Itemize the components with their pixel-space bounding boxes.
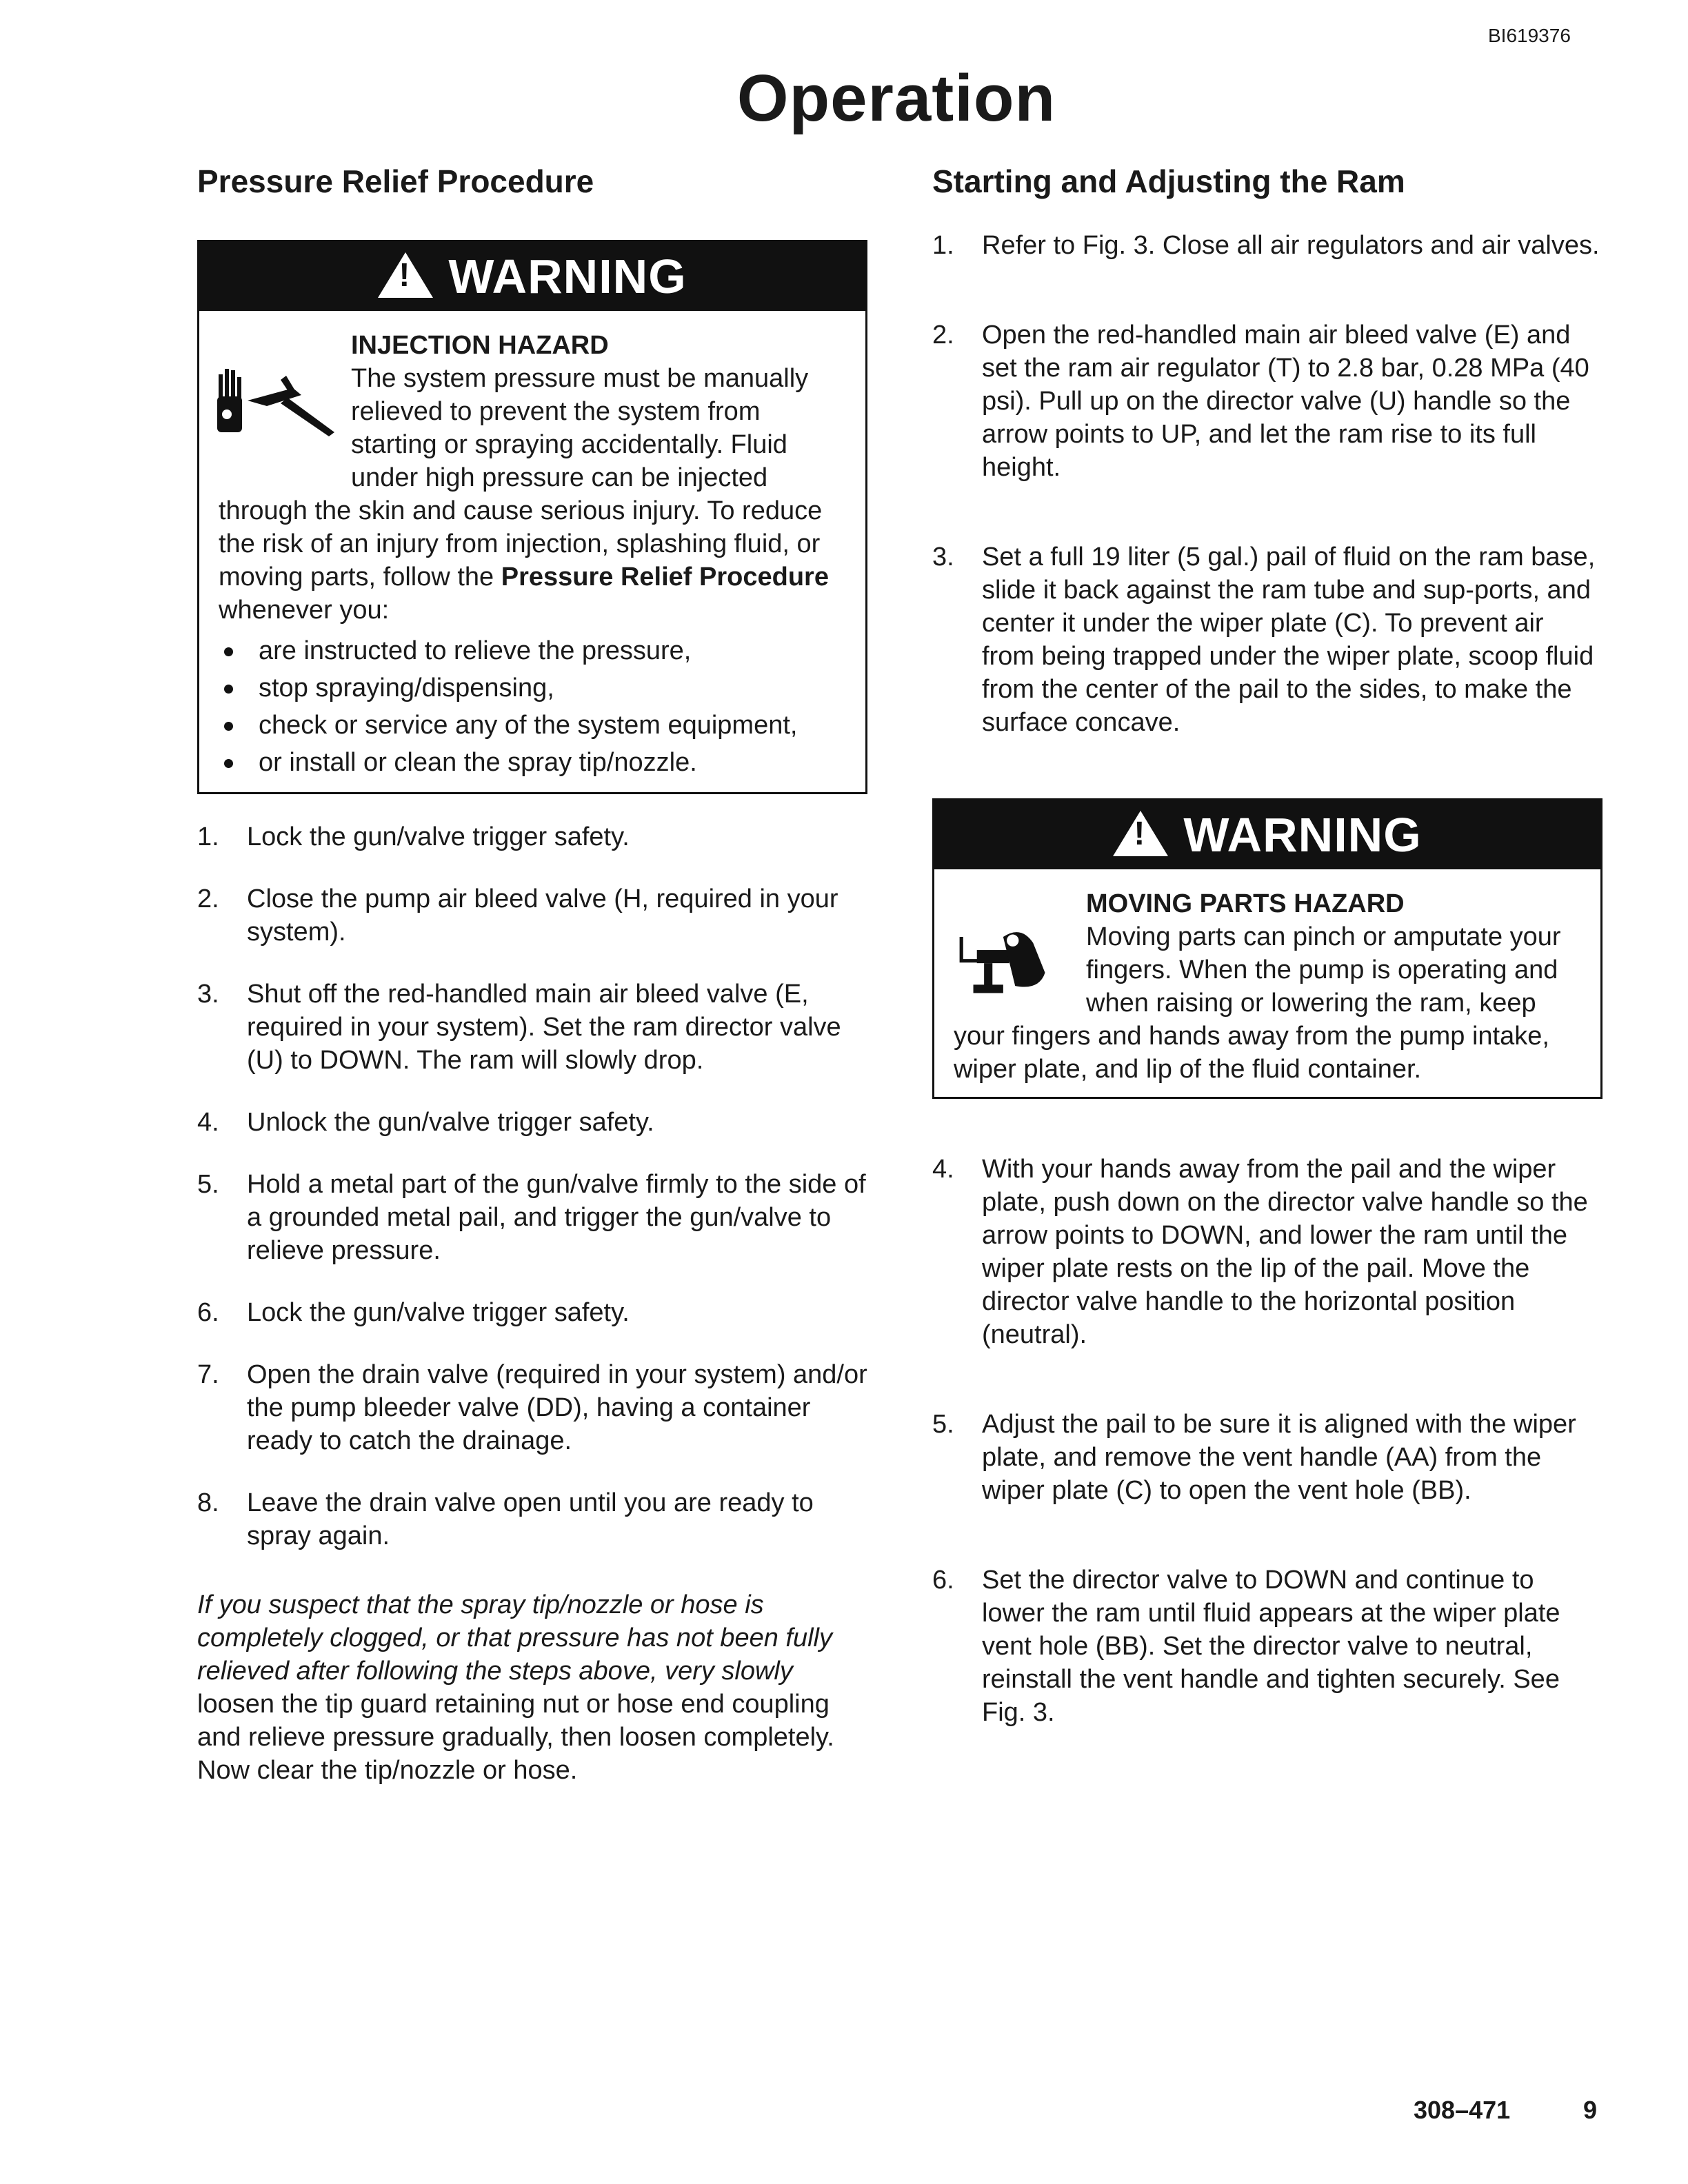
list-item	[197, 820, 867, 853]
hazard-text-b: whenever you:	[219, 596, 390, 625]
step-text: Leave the drain valve open until you are ready to spray again.	[247, 1488, 814, 1550]
step-number: 3.	[932, 543, 954, 572]
list-item	[197, 1296, 867, 1329]
list-item	[932, 318, 1602, 484]
warning-banner	[199, 242, 865, 311]
hazard-text-bold: Pressure Relief Procedure	[501, 563, 829, 592]
moving-parts-hazard-icon	[947, 919, 1076, 1009]
hazard-title: INJECTION HAZARD	[351, 331, 609, 360]
warning-triangle-icon	[1113, 811, 1168, 856]
warning-body	[199, 311, 865, 792]
note-plain: loosen the tip guard retaining nut or hose end coupling and relieve pressure gradually, then loosen completely. Now clear the tip/nozzle or hose.	[197, 1690, 834, 1785]
injection-warning-box	[197, 240, 867, 794]
step-number: 7.	[197, 1360, 219, 1389]
pressure-relief-steps	[197, 820, 867, 1553]
step-number: 4.	[197, 1108, 219, 1137]
page-number: 9	[1583, 2096, 1598, 2124]
warning-triangle-icon	[378, 252, 433, 298]
step-text: Shut off the red-handled main air bleed valve (E, required in your system). Set the ram director valve (U) to DOWN. The ram will slowly drop.	[247, 980, 841, 1075]
step-number: 2.	[932, 321, 954, 350]
section-heading-starting-ram: Starting and Adjusting the Ram	[932, 163, 1405, 199]
step-text: Open the red-handled main air bleed valve (E) and set the ram air regulator (T) to 2.8 bar, 0.28 MPa (40 psi). Pull up on the director valve (U) handle so the arrow points to UP, and let the ram rise to its full height.	[982, 321, 1589, 482]
list-item	[932, 540, 1602, 739]
list-item	[197, 1106, 867, 1139]
left-column	[197, 163, 867, 1813]
step-number: 2.	[197, 884, 219, 913]
list-item	[197, 1486, 867, 1553]
page-title: Operation	[736, 61, 1056, 135]
step-number: 4.	[932, 1155, 954, 1184]
list-item: check or service any of the system equipment,	[219, 707, 846, 744]
step-text: Open the drain valve (required in your system) and/or the pump bleeder valve (DD), having a container ready to catch the drainage.	[247, 1360, 867, 1455]
ram-steps-a	[932, 229, 1602, 739]
list-item	[932, 1408, 1602, 1507]
list-item	[197, 978, 867, 1077]
manual-number: 308–471	[1414, 2096, 1511, 2124]
list-item	[197, 1358, 867, 1457]
step-text: Lock the gun/valve trigger safety.	[247, 822, 630, 851]
list-item	[932, 1153, 1602, 1351]
step-text: Set the director valve to DOWN and continue to lower the ram until fluid appears at the wiper plate vent hole (BB). Set the director valve to neutral, reinstall the vent handle and tighten securely. See Fig. 3.	[982, 1566, 1560, 1727]
hazard-text: Moving parts can pinch or amputate your fingers. When the pump is operating and when raising or lowering the ram, keep your fingers and hands away from the pump intake, wiper plate, and lip of the fluid container.	[954, 922, 1561, 1084]
step-number: 5.	[197, 1170, 219, 1199]
step-text: With your hands away from the pail and the wiper plate, push down on the director valve handle so the arrow points to DOWN, and lower the ram until the wiper plate rests on the lip of the pail. Move the director valve handle to the horizontal position (neutral).	[982, 1155, 1588, 1349]
step-number: 1.	[932, 231, 954, 260]
warning-banner	[934, 800, 1600, 869]
document-id: BI619376	[1488, 25, 1571, 46]
list-item: are instructed to relieve the pressure,	[219, 632, 846, 669]
step-text: Adjust the pail to be sure it is aligned with the wiper plate, and remove the vent handle (AA) from the wiper plate (C) to open the vent hole (BB).	[982, 1410, 1576, 1505]
list-item	[932, 1564, 1602, 1729]
hazard-text-a: The system pressure must be manually relieved to prevent the system from starting or spraying accidentally. Fluid under high pressure can be injected through the skin and cause serious injury. To reduce the risk of an injury from injection, splashing fluid, or moving parts, follow the	[219, 364, 823, 592]
note-italic: If you suspect that the spray tip/nozzle or hose is completely clogged, or that pressure has not been fully relieved after following the steps above, very slowly	[197, 1590, 832, 1686]
step-number: 1.	[197, 822, 219, 851]
step-number: 5.	[932, 1410, 954, 1439]
step-text: Close the pump air bleed valve (H, required in your system).	[247, 884, 838, 947]
step-text: Set a full 19 liter (5 gal.) pail of fluid on the ram base, slide it back against the ram tube and sup-ports, and center it under the wiper plate (C). To prevent air from being trapped under the wiper plate, scoop fluid from the center of the pail to the sides, to make the surface concave.	[982, 543, 1596, 737]
step-number: 6.	[197, 1298, 219, 1327]
warning-banner-label: WARNING	[1183, 808, 1422, 862]
hazard-bullet-list	[219, 632, 846, 781]
warning-body	[934, 869, 1600, 1097]
step-text: Refer to Fig. 3. Close all air regulators and air valves.	[982, 231, 1600, 260]
hazard-title: MOVING PARTS HAZARD	[1086, 889, 1405, 918]
step-text: Lock the gun/valve trigger safety.	[247, 1298, 630, 1327]
right-column	[932, 163, 1602, 1729]
ram-steps-b	[932, 1153, 1602, 1729]
moving-parts-warning-box	[932, 798, 1602, 1099]
list-item	[197, 1168, 867, 1267]
list-item	[932, 229, 1602, 262]
warning-banner-label: WARNING	[448, 250, 687, 303]
step-number: 6.	[932, 1566, 954, 1595]
step-number: 8.	[197, 1488, 219, 1517]
step-number: 3.	[197, 980, 219, 1009]
list-item: or install or clean the spray tip/nozzle.	[219, 744, 846, 781]
injection-hazard-icon	[212, 361, 341, 464]
section-heading-pressure-relief: Pressure Relief Procedure	[197, 163, 594, 199]
list-item	[197, 882, 867, 949]
step-text: Unlock the gun/valve trigger safety.	[247, 1108, 654, 1137]
clogged-tip-note	[197, 1588, 867, 1787]
list-item: stop spraying/dispensing,	[219, 669, 846, 707]
step-text: Hold a metal part of the gun/valve firmly to the side of a grounded metal pail, and trigger the gun/valve to relieve pressure.	[247, 1170, 866, 1265]
